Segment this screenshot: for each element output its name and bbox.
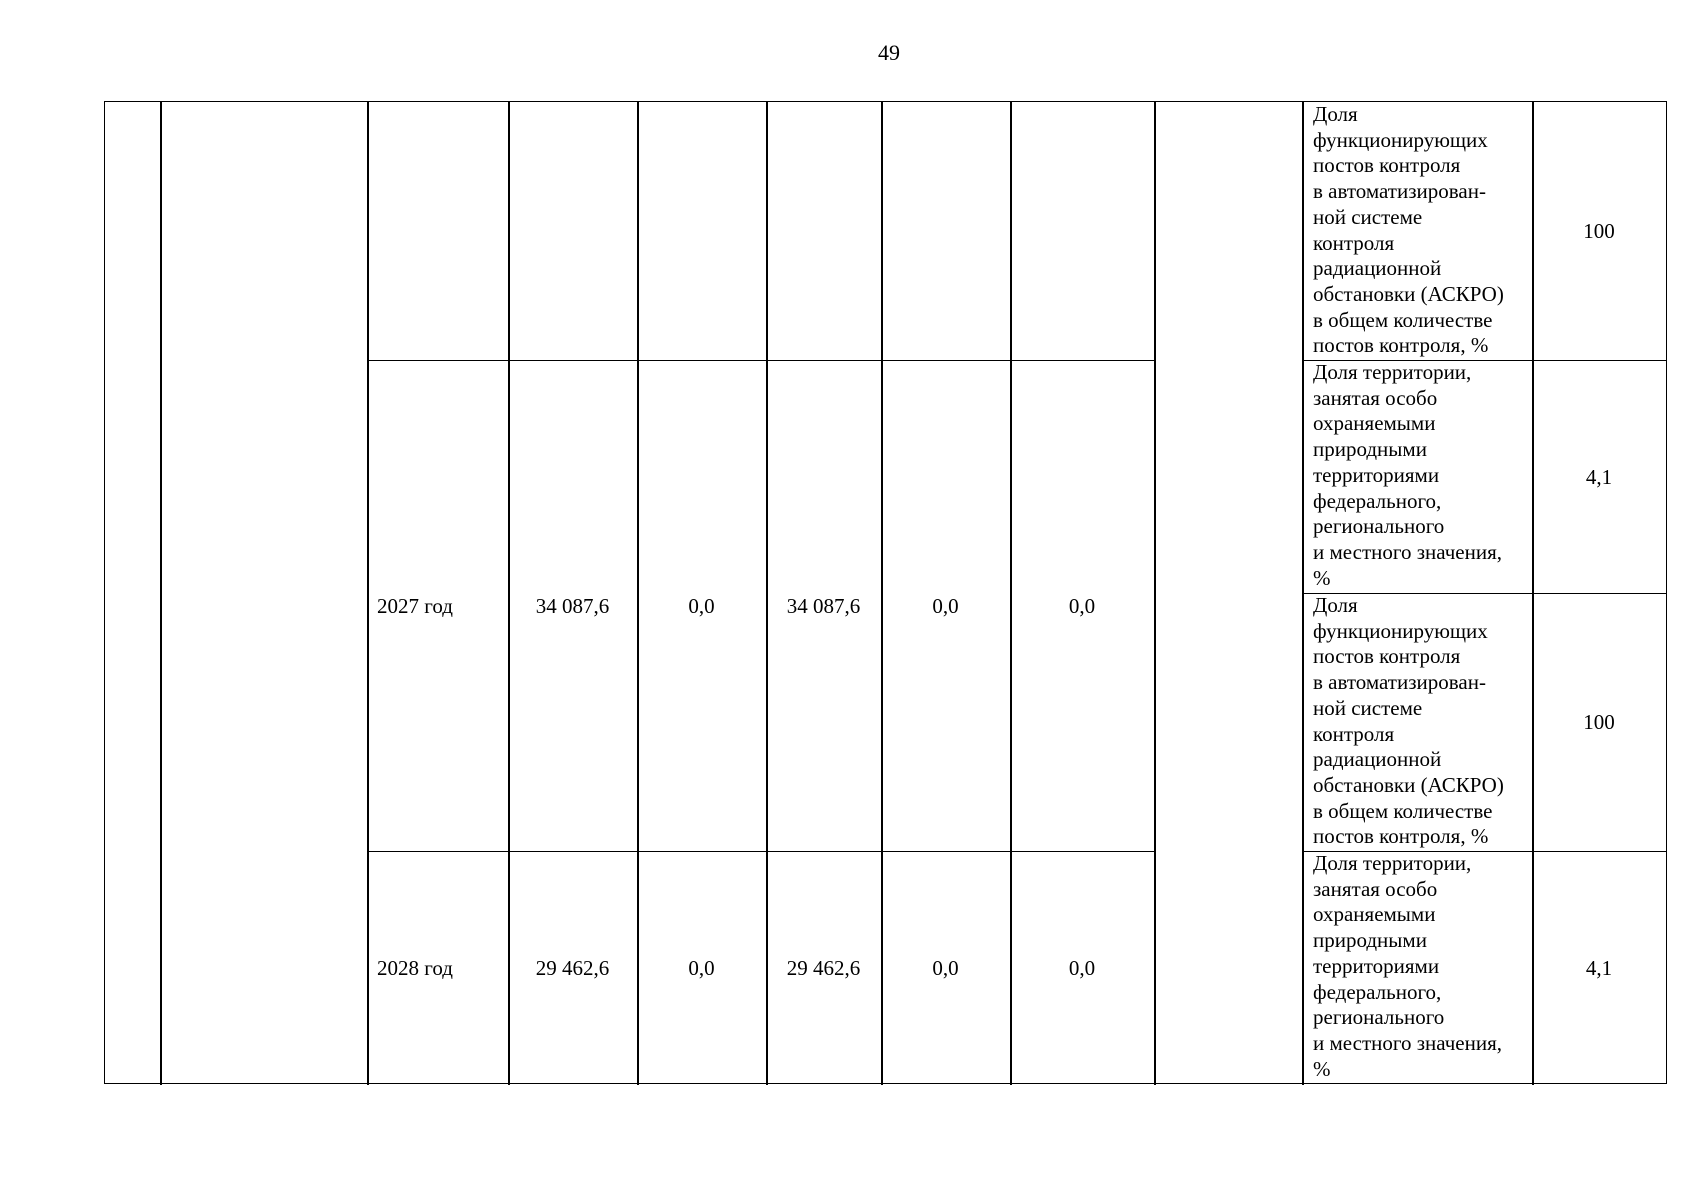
local-cell: 0,0	[932, 955, 959, 980]
federal-cell: 0,0	[688, 593, 715, 618]
total-cell: 34 087,6	[535, 593, 610, 618]
total-cell: 29 462,6	[535, 955, 610, 980]
indicator-text: Доля функционирующих постов контроля в автоматизирован- ной системе контроля радиационной обстановки (АСКРО) в общем количестве постов контроля, %	[1313, 102, 1504, 358]
indicator-value: 100	[1583, 710, 1615, 734]
indicator-value: 4,1	[1585, 464, 1613, 489]
regional-cell: 34 087,6	[786, 593, 861, 618]
federal-cell: 0,0	[688, 955, 715, 980]
page-number: 49	[878, 40, 900, 65]
other-cell: 0,0	[1068, 955, 1096, 980]
indicator-text: Доля территории, занятая особо охраняемыми природными территориями федерального, регионального и местного значения, %	[1313, 851, 1502, 1081]
indicator-text: Доля функционирующих постов контроля в автоматизирован- ной системе контроля радиационной обстановки (АСКРО) в общем количестве постов контроля, %	[1313, 593, 1504, 849]
regional-cell: 29 462,6	[786, 955, 861, 980]
other-cell: 0,0	[1068, 593, 1096, 618]
indicator-value: 4,1	[1585, 955, 1613, 980]
indicator-text: Доля территории, занятая особо охраняемыми природными территориями федерального, регионального и местного значения, %	[1313, 360, 1502, 590]
column-divider	[1154, 102, 1156, 1085]
budget-table	[104, 101, 1667, 1084]
year-cell: 2028 год	[377, 955, 453, 980]
column-divider	[160, 102, 162, 1085]
local-cell: 0,0	[932, 593, 959, 618]
year-cell: 2027 год	[377, 593, 453, 618]
indicator-value: 100	[1583, 218, 1615, 243]
